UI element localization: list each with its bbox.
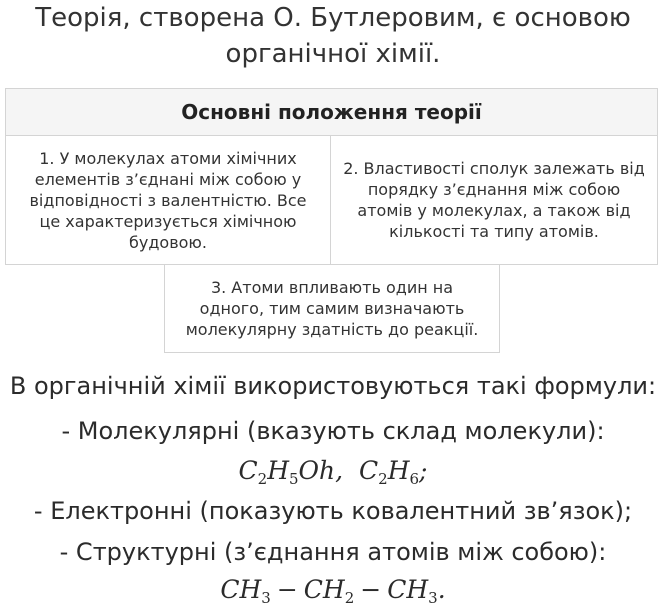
formula-subscript: 2 (257, 470, 268, 488)
cell-1-line: 1. У молекулах атоми хімічних (39, 148, 297, 168)
theory-table (5, 88, 658, 265)
molecular-label: - Молекулярні (вказують склад молекули): (61, 417, 605, 445)
cell-3-line: 3. Атоми впливають один на (210, 278, 454, 297)
formula-subscript: 3 (261, 589, 271, 607)
table-cell-3 (164, 265, 500, 353)
structural-formula (0, 575, 666, 607)
formula-symbol: C (238, 456, 258, 485)
formula-subscript: 2 (378, 470, 388, 488)
formula-subscript: 6 (409, 470, 420, 488)
formula-subscript: 3 (428, 589, 438, 607)
molecular-formula (0, 456, 666, 488)
cell-2-line: кількості та типу атомів. (389, 222, 599, 241)
formula-subscript: 2 (344, 589, 355, 607)
table-cell-1 (6, 136, 331, 264)
formulas-intro: В органічній хімії використовуються такі формули: (9, 372, 657, 400)
formula-symbol: CH (303, 575, 345, 604)
electronic-label: - Електронні (показують ковалентний зв’язок); (33, 497, 633, 525)
formula-symbol: H (267, 456, 289, 485)
cell-1-line: будовою. (129, 232, 207, 252)
formula-symbol: CH (387, 575, 429, 604)
cell-2-line: атомів у молекулах, а також від (357, 201, 631, 220)
intro-text (0, 0, 666, 72)
cell-2-line: 2. Властивості сполук залежать від (343, 159, 645, 178)
formula-subscript: 5 (289, 470, 299, 488)
intro-line-1: Теорія, створена О. Бутлеровим, є основою (35, 3, 631, 33)
formula-symbol: C (359, 456, 379, 485)
formula-operator: − (360, 575, 382, 604)
cell-1-line: відповідності з валентністю. Все (29, 190, 307, 210)
table-header: Основні положення теорії (6, 89, 657, 136)
intro-line-2: органічної хімії. (225, 39, 441, 69)
formula-symbol: Oh, (298, 456, 344, 485)
formula-operator: − (276, 575, 298, 604)
cell-1-line: це характеризується хімічною (39, 211, 297, 231)
cell-3-line: одного, тим самим визначають (199, 299, 465, 318)
structural-label: - Структурні (з’єднання атомів між собою): (59, 538, 607, 566)
table-cell-2 (331, 136, 657, 264)
formula-symbol: H (387, 456, 410, 485)
formula-punct: . (437, 575, 446, 604)
formula-symbol: CH (220, 575, 262, 604)
cell-1-line: елементів з’єднані між собою у (34, 169, 302, 189)
formula-punct: ; (419, 456, 428, 485)
cell-2-line: порядку з’єднання між собою (367, 180, 621, 199)
cell-3-line: молекулярну здатність до реакції. (185, 320, 479, 339)
